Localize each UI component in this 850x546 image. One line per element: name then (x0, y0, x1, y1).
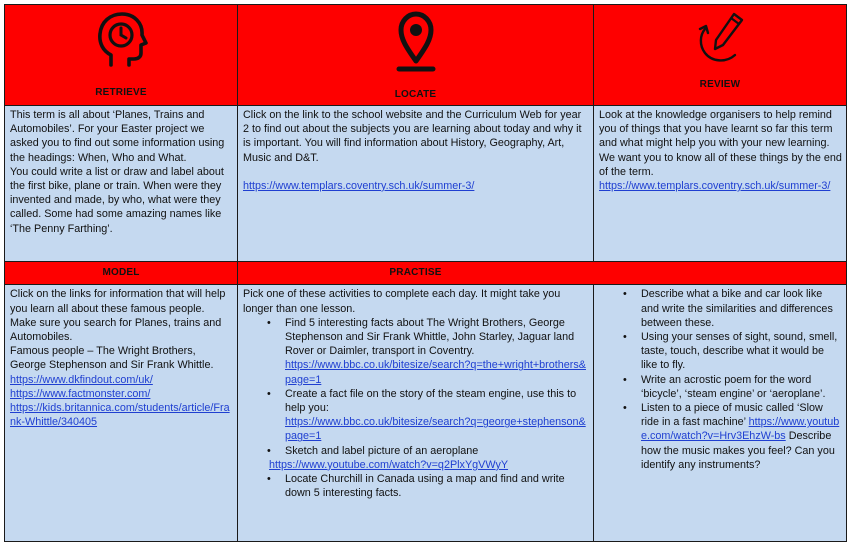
list-item (243, 444, 589, 472)
practise-title: PRACTISE (389, 267, 442, 279)
list-item (599, 401, 842, 472)
list-item (243, 387, 589, 444)
review-text: Look at the knowledge organisers to help remind you of things that you have learnt so far this term and what might help you with your new learning. We want you to know all of these things by the end of the term. (599, 109, 842, 178)
practise-item-4-text: Locate Churchill in Canada using a map and find and write down 5 interesting facts. (285, 472, 565, 500)
retrieve-body (5, 106, 238, 262)
learning-grid (4, 4, 847, 542)
practise-item-3-text: Sketch and label picture of an aeroplane (285, 444, 479, 457)
retrieve-header (5, 5, 238, 106)
review-title: REVIEW (699, 79, 741, 90)
practise2-item-3-text: Write an acrostic poem for the word ‘bicycle’, ‘steam engine’ or ‘aeroplane’. (641, 373, 826, 400)
locate-body (238, 106, 594, 262)
practise-item-3-link[interactable]: https://www.youtube.com/watch?v=q2PlxYgVWyY (269, 458, 509, 471)
model-link-2[interactable]: https://www.factmonster.com/ (10, 387, 151, 400)
practise-item-2-text: Create a fact file on the story of the steam engine, use this to help you: (285, 387, 577, 414)
model-link-3[interactable]: https://kids.britannica.com/students/article/Frank-Whittle/340405 (10, 401, 230, 429)
model-header (5, 262, 238, 285)
practise-item-1-link[interactable]: https://www.bbc.co.uk/bitesize/search?q=the+wright+brothers&page=1 (285, 359, 586, 386)
list-item (599, 373, 842, 401)
retrieve-title: RETRIEVE (95, 87, 147, 98)
practise2-list (599, 287, 842, 472)
locate-link[interactable]: https://www.templars.coventry.sch.uk/summer-3/ (243, 179, 475, 192)
practise-item-2-link[interactable]: https://www.bbc.co.uk/bitesize/search?q=george+stephenson&page=1 (285, 416, 586, 443)
pencil-refresh-icon (690, 9, 750, 69)
review-body (594, 106, 847, 262)
practise-intro: Pick one of these activities to complete each day. It might take you longer than one lesson. (243, 288, 561, 315)
retrieve-text-1: This term is all about ‘Planes, Trains and Automobiles’. For your Easter project we asked you to find out some information using the headings: When, Who and What. (10, 109, 225, 164)
practise2-body (594, 285, 847, 542)
practise2-item-4-after: Describe how the music makes you feel? Can you identify any instruments? (641, 430, 835, 471)
model-link-1[interactable]: https://www.dkfindout.com/uk/ (10, 373, 153, 386)
list-item (243, 472, 589, 500)
practise-list (243, 316, 589, 501)
head-clock-icon (91, 9, 151, 71)
list-item (243, 316, 589, 387)
review-header (594, 5, 847, 106)
model-body (5, 285, 238, 542)
map-pin-icon (391, 9, 441, 75)
list-item (599, 287, 842, 330)
practise2-item-4-text: Listen to a piece of music called ‘Slow ride in a fast machine’ (641, 401, 823, 429)
practise2-item-4-link[interactable]: https://www.youtube.com/watch?v=Hrv3EhzW-bs (641, 416, 840, 443)
locate-text: Click on the link to the school website and the Curriculum Web for year 2 to find out about the subjects you are learning about today and why it is important. You will find information about History, Geography, Art, Music and D&T. (243, 109, 582, 164)
practise-header (238, 262, 847, 285)
locate-header (238, 5, 594, 106)
practise-item-1-text: Find 5 interesting facts about The Wright Brothers, George Stephenson and Sir Frank Whittle, John Starley, Jaguar land Rover or Daimler, transport in Coventry. (285, 316, 575, 358)
practise-body (238, 285, 594, 542)
locate-title: LOCATE (394, 89, 437, 100)
list-item (599, 330, 842, 373)
model-title: MODEL (102, 267, 140, 279)
review-link[interactable]: https://www.templars.coventry.sch.uk/summer-3/ (599, 180, 831, 193)
practise2-item-2-text: Using your senses of sight, sound, smell, taste, touch, describe what it would be like to fly. (641, 330, 838, 372)
practise2-item-1-text: Describe what a bike and car look like and write the similarities and differences between these. (641, 288, 833, 329)
model-text-2: Famous people – The Wright Brothers, George Stephenson and Sir Frank Whittle. (10, 345, 214, 372)
retrieve-text-2: You could write a list or draw and label about the first bike, plane or train. When were they invented and made, by who, what were they called. Some had some amazing names like ‘The Penny Farthing’. (10, 165, 224, 235)
model-text-1: Click on the links for information that will help you learn all about these famous people. Make sure you search for Planes, trains and Automobiles. (10, 288, 226, 343)
